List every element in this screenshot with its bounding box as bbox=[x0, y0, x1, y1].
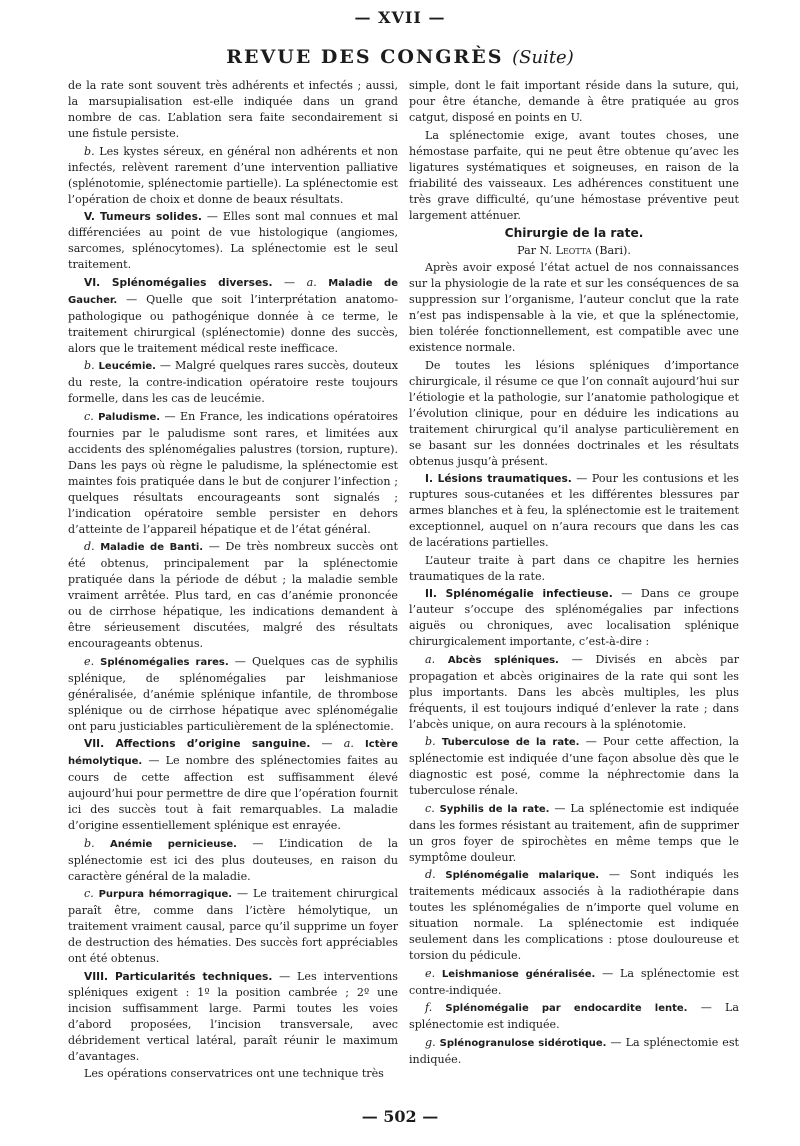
paragraph: simple, dont le fait important réside dans la suture, qui, pour être étanche, demande à être pratiquée au gros catgut, disposé en points en U. bbox=[409, 79, 739, 124]
author-name: Leotta bbox=[555, 243, 592, 257]
subsection-heading: Splénomégalie malarique. bbox=[435, 870, 600, 881]
subsection-heading: Anémie pernicieuse. bbox=[94, 838, 237, 850]
section-heading: VIII. Particularités techniques. bbox=[84, 970, 273, 983]
paragraph: Après avoir exposé l’état actuel de nos connaissances sur la physiologie de la rate et sur les conséquences de sa suppression sur l’organisme, l’auteur conclut que la rate n’est pas indispensable à la vie, et que la splénectomie, bien tolérée fonctionnellement, est compatible avec une existence normale. bbox=[409, 261, 739, 354]
right-column bbox=[409, 78, 739, 1069]
paragraph: c. Syphilis de la rate. — La splénectomie est indiquée dans les formes résistant au traitement, afin de supprimer un gros foyer de spirochètes en même temps que le symptôme douleur. bbox=[409, 801, 739, 864]
subsection-heading: Leucémie. bbox=[94, 361, 156, 372]
paragraph: c. Paludisme. — En France, les indications opératoires fournies par le paludisme sont rares, et limitées aux accidents des splénomégalies palustres (torsion, rupture). Dans les pays où règne le paludisme, la splénectomie est maintes fois pratiquée dans le but de conjurer l’infection ; quelques résultats encourageants sont signalés ; l’indication opératoire semble persister en dehors d’atteinte de l’appareil hépatique et de l’état général. bbox=[68, 409, 398, 536]
paragraph: e. Leishmaniose généralisée. — La splénectomie est contre-indiquée. bbox=[409, 966, 739, 997]
paragraph: I. Lésions traumatiques. — Pour les contusions et les ruptures sous-cutanées et les différentes blessures par armes blanches et à feu, la splénectomie est le traitement exceptionnel, auquel on n’aura recours que dans les cas de lacérations partielles. bbox=[409, 472, 739, 549]
section-heading: II. Splénomégalie infectieuse. bbox=[425, 588, 613, 600]
paragraph: VIII. Particularités techniques. — Les interventions spléniques exigent : 1º la position cambrée ; 2º une incision suffisamment large. Parmi toutes les voies d’abord proposées, l’incision transversale, avec débridement vertical latéral, paraît réunir le maximum d’avantages. bbox=[68, 969, 398, 1063]
subsection-heading: Tuberculose de la rate. bbox=[435, 737, 580, 748]
title-main: REVUE DES CONGRÈS bbox=[226, 46, 504, 68]
section-heading: VII. Affections d’origine sanguine. bbox=[84, 738, 311, 750]
paragraph: b. Les kystes séreux, en général non adhérents et non infectés, relèvent rarement d’une intervention palliative (splénotomie, splénectomie partielle). La splénectomie est l’opération de choix et donne de beaux résultats. bbox=[68, 144, 398, 206]
article-author: Par N. Leotta (Bari). bbox=[517, 243, 631, 257]
paragraph: L’auteur traite à part dans ce chapitre les hernies traumatiques de la rate. bbox=[409, 553, 739, 583]
paragraph: b. Leucémie. — Malgré quelques rares succès, douteux du reste, la contre-indication opératoire reste toujours formelle, dans les cas de leucémie. bbox=[68, 359, 398, 405]
paragraph: c. Purpura hémorragique. — Le traitement chirurgical paraît être, comme dans l’ictère hémolytique, un traitement vraiment causal, parce qu’il supprime un foyer de destruction des hématies. Des succès fort appréciables ont été obtenus. bbox=[68, 887, 398, 965]
paragraph: e. Splénomégalies rares. — Quelques cas de syphilis splénique, de splénomégalies par leishmaniose généralisée, d’anémie splénique infantile, de thrombose splénique ou de cirrhose hépatique avec splénomégalie ont paru justiciables particulièrement de la splénectomie. bbox=[68, 654, 398, 733]
paragraph: f. Splénomégalie par endocardite lente. — La splénectomie est indiquée. bbox=[409, 1001, 739, 1031]
paragraph: VII. Affections d’origine sanguine. — a. Ictère hémolytique. — Le nombre des splénectomies faites au cours de cette affection est suffisamment élevé aujourd’hui pour permettre de dire que l’opération fournit ici des succès tout à fait remarquables. La maladie d’origine essentiellement splénique est enrayée. bbox=[68, 737, 398, 832]
left-column bbox=[68, 78, 398, 1084]
subsection-heading: Splénogranulose sidérotique. bbox=[435, 1037, 607, 1049]
paragraph: VI. Splénomégalies diverses. — a. Maladie de Gaucher. — Quelle que soit l’interprétation anatomo-pathologique ou pathogénique donnée à ce terme, le traitement chirurgical (splénectomie) donne des succès, alors que le traitement médical reste inefficace. bbox=[68, 275, 398, 355]
paragraph: b. Tuberculose de la rate. — Pour cette affection, la splénectomie est indiquée d’une façon absolue dès que le diagnostic est posé, comme la néphrectomie dans la tuberculose rénale. bbox=[409, 735, 739, 797]
subsection-heading: Splénomégalie par endocardite lente. bbox=[432, 1003, 688, 1014]
subsection-heading: Leishmaniose généralisée. bbox=[435, 968, 596, 980]
page-number: — 502 — bbox=[361, 1107, 439, 1126]
subsection-heading: Maladie de Banti. bbox=[94, 542, 204, 553]
paragraph: II. Splénomégalie infectieuse. — Dans ce groupe l’auteur s’occupe des splénomégalies par infections aiguës ou chroniques, avec localisation splénique chirurgicalement importante, c’est-à-dire : bbox=[409, 587, 739, 648]
subsection-heading: Paludisme. bbox=[93, 411, 161, 423]
subsection-heading: Purpura hémorragique. bbox=[93, 889, 233, 900]
page-title bbox=[0, 46, 800, 68]
paragraph: g. Splénogranulose sidérotique. — La splénectomie est indiquée. bbox=[409, 1035, 740, 1066]
article-title: Chirurgie de la rate. bbox=[504, 226, 644, 240]
paragraph: d. Maladie de Banti. — De très nombreux succès ont été obtenus, principalement par la splénectomie pratiquée dans la période de début ; la maladie semble vraiment arrêtée. Plus tard, en cas d’anémie prononcée ou de cirrhose hépatique, les indications demandent à être sérieusement discutées, malgré des résultats encourageants obtenus. bbox=[68, 540, 398, 650]
subsection-heading: Ictère hémolytique. bbox=[68, 739, 398, 767]
section-heading: VI. Splénomégalies diverses. bbox=[84, 276, 273, 289]
subsection-heading: Splénomégalies rares. bbox=[94, 656, 229, 668]
section-heading: V. Tumeurs solides. bbox=[84, 211, 202, 223]
paragraph: de la rate sont souvent très adhérents et infectés ; aussi, la marsupialisation est-elle indiquée dans un grand nombre de cas. L’ablation sera faite secondairement si une fistule persiste. bbox=[68, 79, 398, 140]
paragraph: La splénectomie exige, avant toutes choses, une hémostase parfaite, qui ne peut être obtenue qu’avec les ligatures systématiques et soigneuses, en raison de la friabilité des vaisseaux. Les adhérences constituent une très grave difficulté, qu’une hémostase préventive peut largement atténuer. bbox=[409, 128, 739, 222]
paragraph: d. Splénomégalie malarique. — Sont indiqués les traitements médicaux associés à la radiothérapie dans toutes les splénomégalies de n’importe quel volume en situation normale. La splénectomie est indiquée seulement dans les complications : ptose douloureuse et torsion du pédicule. bbox=[409, 868, 739, 962]
paragraph: V. Tumeurs solides. — Elles sont mal connues et mal différenciées au point de vue histologique (angiomes, sarcomes, splénocytomes). La splénectomie est le seul traitement. bbox=[68, 210, 398, 271]
section-heading: I. Lésions traumatiques. bbox=[425, 473, 572, 485]
subsection-heading: Maladie de Gaucher. bbox=[68, 277, 398, 306]
paragraph: De toutes les lésions spléniques d’importance chirurgicale, il résume ce que l’on connaît aujourd’hui sur l’étiologie et la pathologie, sur l’anatomie pathologique et l’évolution clinique, pour en déduire les indications au traitement chirurgical qu’il analyse particulièrement en se basant sur les données doctrinales et les résultats obtenus jusqu’à présent. bbox=[409, 358, 739, 468]
subsection-heading: Syphilis de la rate. bbox=[434, 803, 550, 815]
title-suffix: (Suite) bbox=[512, 47, 574, 68]
paragraph: b. Anémie pernicieuse. — L’indication de la splénectomie est ici des plus douteuses, en raison du caractère général de la maladie. bbox=[68, 836, 398, 883]
paragraph: a. Abcès spléniques. — Divisés en abcès par propagation et abcès originaires de la rate qui sont les plus importants. Dans les abcès multiples, les plus fréquents, il est toujours indiqué d’enlever la rate ; dans l’abcès unique, on aura recours à la splénotomie. bbox=[409, 652, 739, 731]
item-letter: b. bbox=[84, 144, 95, 158]
subsection-heading: Abcès spléniques. bbox=[435, 654, 559, 666]
page-roman-numeral: — XVII — bbox=[354, 8, 446, 27]
paragraph: Les opérations conservatrices ont une technique très bbox=[84, 1067, 384, 1080]
